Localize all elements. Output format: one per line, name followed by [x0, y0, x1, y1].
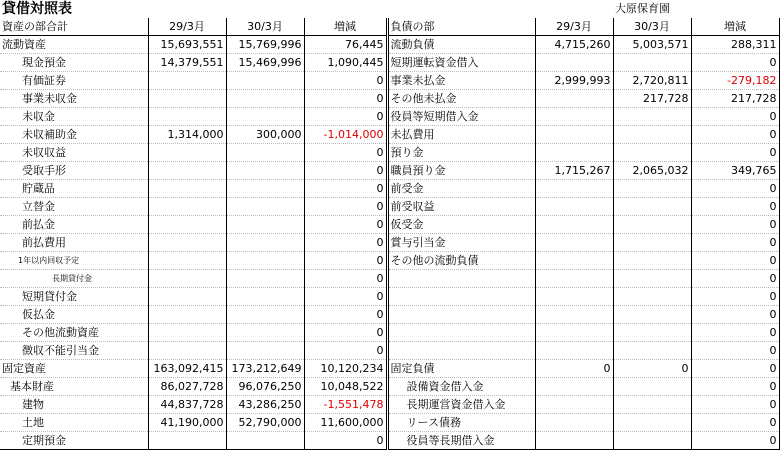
value-cell[interactable]: 5,003,571	[613, 36, 691, 54]
value-cell[interactable]: 15,693,551	[148, 36, 226, 54]
row-label-cell[interactable]	[387, 306, 535, 324]
value-cell[interactable]: 173,212,649	[226, 360, 304, 378]
value-cell[interactable]	[226, 234, 304, 252]
value-cell[interactable]	[226, 288, 304, 306]
row-label-cell[interactable]: 前受金	[387, 180, 535, 198]
row-label-cell[interactable]: リース債務	[387, 414, 535, 432]
row-label-cell[interactable]: 前払費用	[0, 234, 148, 252]
value-cell[interactable]: -279,182	[691, 72, 779, 90]
value-cell[interactable]: 0	[304, 306, 387, 324]
value-cell[interactable]: 0	[691, 378, 779, 396]
value-cell[interactable]	[148, 216, 226, 234]
row-label-cell[interactable]: 長期運営資金借入金	[387, 396, 535, 414]
value-cell[interactable]	[535, 432, 613, 450]
value-cell[interactable]: 0	[304, 72, 387, 90]
header-cell[interactable]: 30/3月	[226, 18, 304, 36]
row-label-cell[interactable]: 役員等長期借入金	[387, 432, 535, 450]
row-label-cell[interactable]: 前払金	[0, 216, 148, 234]
row-label-cell[interactable]: 基本財産	[0, 378, 148, 396]
value-cell[interactable]: 0	[535, 360, 613, 378]
value-cell[interactable]	[613, 288, 691, 306]
value-cell[interactable]: 0	[691, 234, 779, 252]
value-cell[interactable]: 4,715,260	[535, 36, 613, 54]
row-label-cell[interactable]: 未収金	[0, 108, 148, 126]
table-row	[0, 252, 779, 270]
value-cell[interactable]	[613, 432, 691, 450]
value-cell[interactable]: -1,551,478	[304, 396, 387, 414]
value-cell[interactable]: 0	[304, 288, 387, 306]
value-cell[interactable]	[535, 306, 613, 324]
value-cell[interactable]	[226, 90, 304, 108]
row-label-cell[interactable]: 事業未払金	[387, 72, 535, 90]
value-cell[interactable]: 10,120,234	[304, 360, 387, 378]
value-cell[interactable]: 0	[304, 324, 387, 342]
value-cell[interactable]: 0	[304, 270, 387, 288]
row-label-cell[interactable]: 短期運転資金借入	[387, 54, 535, 72]
row-label-cell[interactable]	[387, 288, 535, 306]
table-row	[0, 216, 779, 234]
value-cell[interactable]	[535, 342, 613, 360]
value-cell[interactable]	[535, 54, 613, 72]
table-row	[0, 360, 779, 378]
value-cell[interactable]	[613, 54, 691, 72]
value-cell[interactable]	[226, 324, 304, 342]
header-cell[interactable]: 29/3月	[535, 18, 613, 36]
row-label-cell[interactable]: 前受収益	[387, 198, 535, 216]
row-label-cell[interactable]: 長期貸付金	[0, 270, 148, 288]
value-cell[interactable]	[535, 108, 613, 126]
value-cell[interactable]: 0	[691, 252, 779, 270]
value-cell[interactable]	[535, 288, 613, 306]
value-cell[interactable]: 44,837,728	[148, 396, 226, 414]
value-cell[interactable]: 0	[691, 108, 779, 126]
value-cell[interactable]	[148, 342, 226, 360]
value-cell[interactable]: 217,728	[691, 90, 779, 108]
value-cell[interactable]: 288,311	[691, 36, 779, 54]
row-label-cell[interactable]: 固定資産	[0, 360, 148, 378]
value-cell[interactable]	[148, 180, 226, 198]
value-cell[interactable]: 86,027,728	[148, 378, 226, 396]
row-label-cell[interactable]: 有価証券	[0, 72, 148, 90]
value-cell[interactable]	[148, 72, 226, 90]
header-row	[0, 18, 779, 36]
row-label-cell[interactable]: 建物	[0, 396, 148, 414]
row-label-cell[interactable]: 固定負債	[387, 360, 535, 378]
value-cell[interactable]	[226, 72, 304, 90]
value-cell[interactable]: 0	[613, 360, 691, 378]
value-cell[interactable]: 1,314,000	[148, 126, 226, 144]
header-cell[interactable]: 30/3月	[613, 18, 691, 36]
value-cell[interactable]	[613, 198, 691, 216]
sheet-title: 貸借対照表	[2, 1, 72, 17]
header-cell[interactable]: 資産の部合計	[0, 18, 148, 36]
table-row	[0, 162, 779, 180]
value-cell[interactable]	[613, 306, 691, 324]
value-cell[interactable]: 0	[691, 432, 779, 450]
row-label-cell[interactable]: 職員預り金	[387, 162, 535, 180]
row-label-cell[interactable]: 仮受金	[387, 216, 535, 234]
value-cell[interactable]	[535, 270, 613, 288]
value-cell[interactable]	[226, 270, 304, 288]
value-cell[interactable]: 0	[691, 342, 779, 360]
value-cell[interactable]: 349,765	[691, 162, 779, 180]
value-cell[interactable]: 0	[691, 324, 779, 342]
value-cell[interactable]: 52,790,000	[226, 414, 304, 432]
row-label-cell[interactable]: 預り金	[387, 144, 535, 162]
header-cell[interactable]: 増減	[304, 18, 387, 36]
value-cell[interactable]: 0	[304, 108, 387, 126]
table-row	[0, 396, 779, 414]
value-cell[interactable]	[535, 198, 613, 216]
row-label-cell[interactable]: 未収補助金	[0, 126, 148, 144]
value-cell[interactable]: 11,600,000	[304, 414, 387, 432]
row-label-cell[interactable]: 立替金	[0, 198, 148, 216]
value-cell[interactable]	[148, 144, 226, 162]
value-cell[interactable]: 217,728	[613, 90, 691, 108]
value-cell[interactable]	[613, 396, 691, 414]
value-cell[interactable]	[613, 324, 691, 342]
row-label-cell[interactable]: 仮払金	[0, 306, 148, 324]
value-cell[interactable]: 41,190,000	[148, 414, 226, 432]
row-label-cell[interactable]: その他未払金	[387, 90, 535, 108]
value-cell[interactable]	[226, 252, 304, 270]
row-label-cell[interactable]: 受取手形	[0, 162, 148, 180]
table-row	[0, 36, 779, 54]
value-cell[interactable]	[535, 180, 613, 198]
header-cell[interactable]: 増減	[691, 18, 779, 36]
value-cell[interactable]	[148, 432, 226, 450]
value-cell[interactable]: 76,445	[304, 36, 387, 54]
value-cell[interactable]: 15,469,996	[226, 54, 304, 72]
value-cell[interactable]: 0	[304, 342, 387, 360]
value-cell[interactable]	[535, 414, 613, 432]
value-cell[interactable]	[613, 234, 691, 252]
header-cell[interactable]: 29/3月	[148, 18, 226, 36]
value-cell[interactable]: 0	[691, 216, 779, 234]
table-row	[0, 54, 779, 72]
value-cell[interactable]: 0	[304, 90, 387, 108]
value-cell[interactable]	[226, 108, 304, 126]
value-cell[interactable]: 2,065,032	[613, 162, 691, 180]
value-cell[interactable]	[226, 432, 304, 450]
value-cell[interactable]: 0	[691, 360, 779, 378]
table-row	[0, 270, 779, 288]
value-cell[interactable]	[613, 378, 691, 396]
value-cell[interactable]: 0	[304, 234, 387, 252]
value-cell[interactable]: 0	[691, 288, 779, 306]
value-cell[interactable]	[613, 126, 691, 144]
value-cell[interactable]	[148, 306, 226, 324]
value-cell[interactable]: 0	[691, 270, 779, 288]
value-cell[interactable]	[148, 252, 226, 270]
value-cell[interactable]: 0	[691, 306, 779, 324]
value-cell[interactable]: 0	[304, 162, 387, 180]
value-cell[interactable]	[148, 288, 226, 306]
value-cell[interactable]: 0	[691, 396, 779, 414]
value-cell[interactable]: 15,769,996	[226, 36, 304, 54]
value-cell[interactable]	[535, 396, 613, 414]
row-label-cell[interactable]: 土地	[0, 414, 148, 432]
row-label-cell[interactable]: 流動負債	[387, 36, 535, 54]
value-cell[interactable]: 1,090,445	[304, 54, 387, 72]
row-label-cell[interactable]: 短期貸付金	[0, 288, 148, 306]
value-cell[interactable]: 0	[691, 180, 779, 198]
value-cell[interactable]	[226, 342, 304, 360]
value-cell[interactable]	[226, 306, 304, 324]
balance-sheet-table	[0, 18, 780, 450]
row-label-cell[interactable]: 現金預金	[0, 54, 148, 72]
value-cell[interactable]: 163,092,415	[148, 360, 226, 378]
value-cell[interactable]: 0	[304, 216, 387, 234]
value-cell[interactable]	[535, 378, 613, 396]
row-label-cell[interactable]: 役員等短期借入金	[387, 108, 535, 126]
row-label-cell[interactable]: 流動資産	[0, 36, 148, 54]
table-row	[0, 108, 779, 126]
value-cell[interactable]	[535, 324, 613, 342]
row-label-cell[interactable]: 徴収不能引当金	[0, 342, 148, 360]
row-label-cell[interactable]: その他流動資産	[0, 324, 148, 342]
table-row	[0, 414, 779, 432]
table-row	[0, 324, 779, 342]
row-label-cell[interactable]: 賞与引当金	[387, 234, 535, 252]
value-cell[interactable]: 96,076,250	[226, 378, 304, 396]
value-cell[interactable]: 0	[691, 126, 779, 144]
value-cell[interactable]	[535, 252, 613, 270]
value-cell[interactable]	[613, 144, 691, 162]
value-cell[interactable]: 300,000	[226, 126, 304, 144]
row-label-cell[interactable]	[387, 270, 535, 288]
value-cell[interactable]: 0	[304, 180, 387, 198]
value-cell[interactable]: 14,379,551	[148, 54, 226, 72]
value-cell[interactable]: -1,014,000	[304, 126, 387, 144]
value-cell[interactable]	[535, 216, 613, 234]
value-cell[interactable]	[613, 270, 691, 288]
header-cell[interactable]: 負債の部	[387, 18, 535, 36]
value-cell[interactable]: 0	[304, 144, 387, 162]
row-label-cell[interactable]: 貯蔵品	[0, 180, 148, 198]
row-label-cell[interactable]: 1年以内回収予定	[0, 252, 148, 270]
value-cell[interactable]	[148, 90, 226, 108]
value-cell[interactable]	[226, 144, 304, 162]
value-cell[interactable]	[226, 198, 304, 216]
value-cell[interactable]	[613, 180, 691, 198]
table-row	[0, 342, 779, 360]
table-row	[0, 126, 779, 144]
value-cell[interactable]	[148, 234, 226, 252]
value-cell[interactable]	[613, 216, 691, 234]
value-cell[interactable]	[226, 180, 304, 198]
value-cell[interactable]	[535, 90, 613, 108]
table-row	[0, 198, 779, 216]
value-cell[interactable]	[613, 414, 691, 432]
value-cell[interactable]	[148, 108, 226, 126]
value-cell[interactable]: 2,999,993	[535, 72, 613, 90]
table-row	[0, 180, 779, 198]
row-label-cell[interactable]	[387, 342, 535, 360]
table-row	[0, 234, 779, 252]
table-row	[0, 378, 779, 396]
value-cell[interactable]: 10,048,522	[304, 378, 387, 396]
value-cell[interactable]	[148, 270, 226, 288]
table-row	[0, 144, 779, 162]
value-cell[interactable]: 2,720,811	[613, 72, 691, 90]
value-cell[interactable]: 1,715,267	[535, 162, 613, 180]
value-cell[interactable]	[613, 252, 691, 270]
table-row	[0, 72, 779, 90]
row-label-cell[interactable]: 未払費用	[387, 126, 535, 144]
row-label-cell[interactable]	[387, 324, 535, 342]
row-label-cell[interactable]: 未収収益	[0, 144, 148, 162]
value-cell[interactable]	[148, 324, 226, 342]
table-row	[0, 288, 779, 306]
value-cell[interactable]: 0	[691, 54, 779, 72]
value-cell[interactable]	[535, 126, 613, 144]
value-cell[interactable]	[226, 216, 304, 234]
row-label-cell[interactable]: 定期預金	[0, 432, 148, 450]
row-label-cell[interactable]: 事業未収金	[0, 90, 148, 108]
value-cell[interactable]: 0	[691, 414, 779, 432]
value-cell[interactable]: 0	[691, 198, 779, 216]
value-cell[interactable]: 0	[304, 432, 387, 450]
value-cell[interactable]	[535, 144, 613, 162]
value-cell[interactable]	[535, 234, 613, 252]
value-cell[interactable]: 0	[304, 198, 387, 216]
table-row	[0, 432, 779, 450]
organization-name: 大原保育園	[615, 2, 670, 15]
row-label-cell[interactable]: その他の流動負債	[387, 252, 535, 270]
table-row	[0, 90, 779, 108]
row-label-cell[interactable]: 設備資金借入金	[387, 378, 535, 396]
value-cell[interactable]	[613, 342, 691, 360]
value-cell[interactable]	[226, 162, 304, 180]
value-cell[interactable]: 0	[691, 144, 779, 162]
value-cell[interactable]: 0	[304, 252, 387, 270]
value-cell[interactable]: 43,286,250	[226, 396, 304, 414]
value-cell[interactable]	[148, 162, 226, 180]
value-cell[interactable]	[148, 198, 226, 216]
table-row	[0, 306, 779, 324]
value-cell[interactable]	[613, 108, 691, 126]
